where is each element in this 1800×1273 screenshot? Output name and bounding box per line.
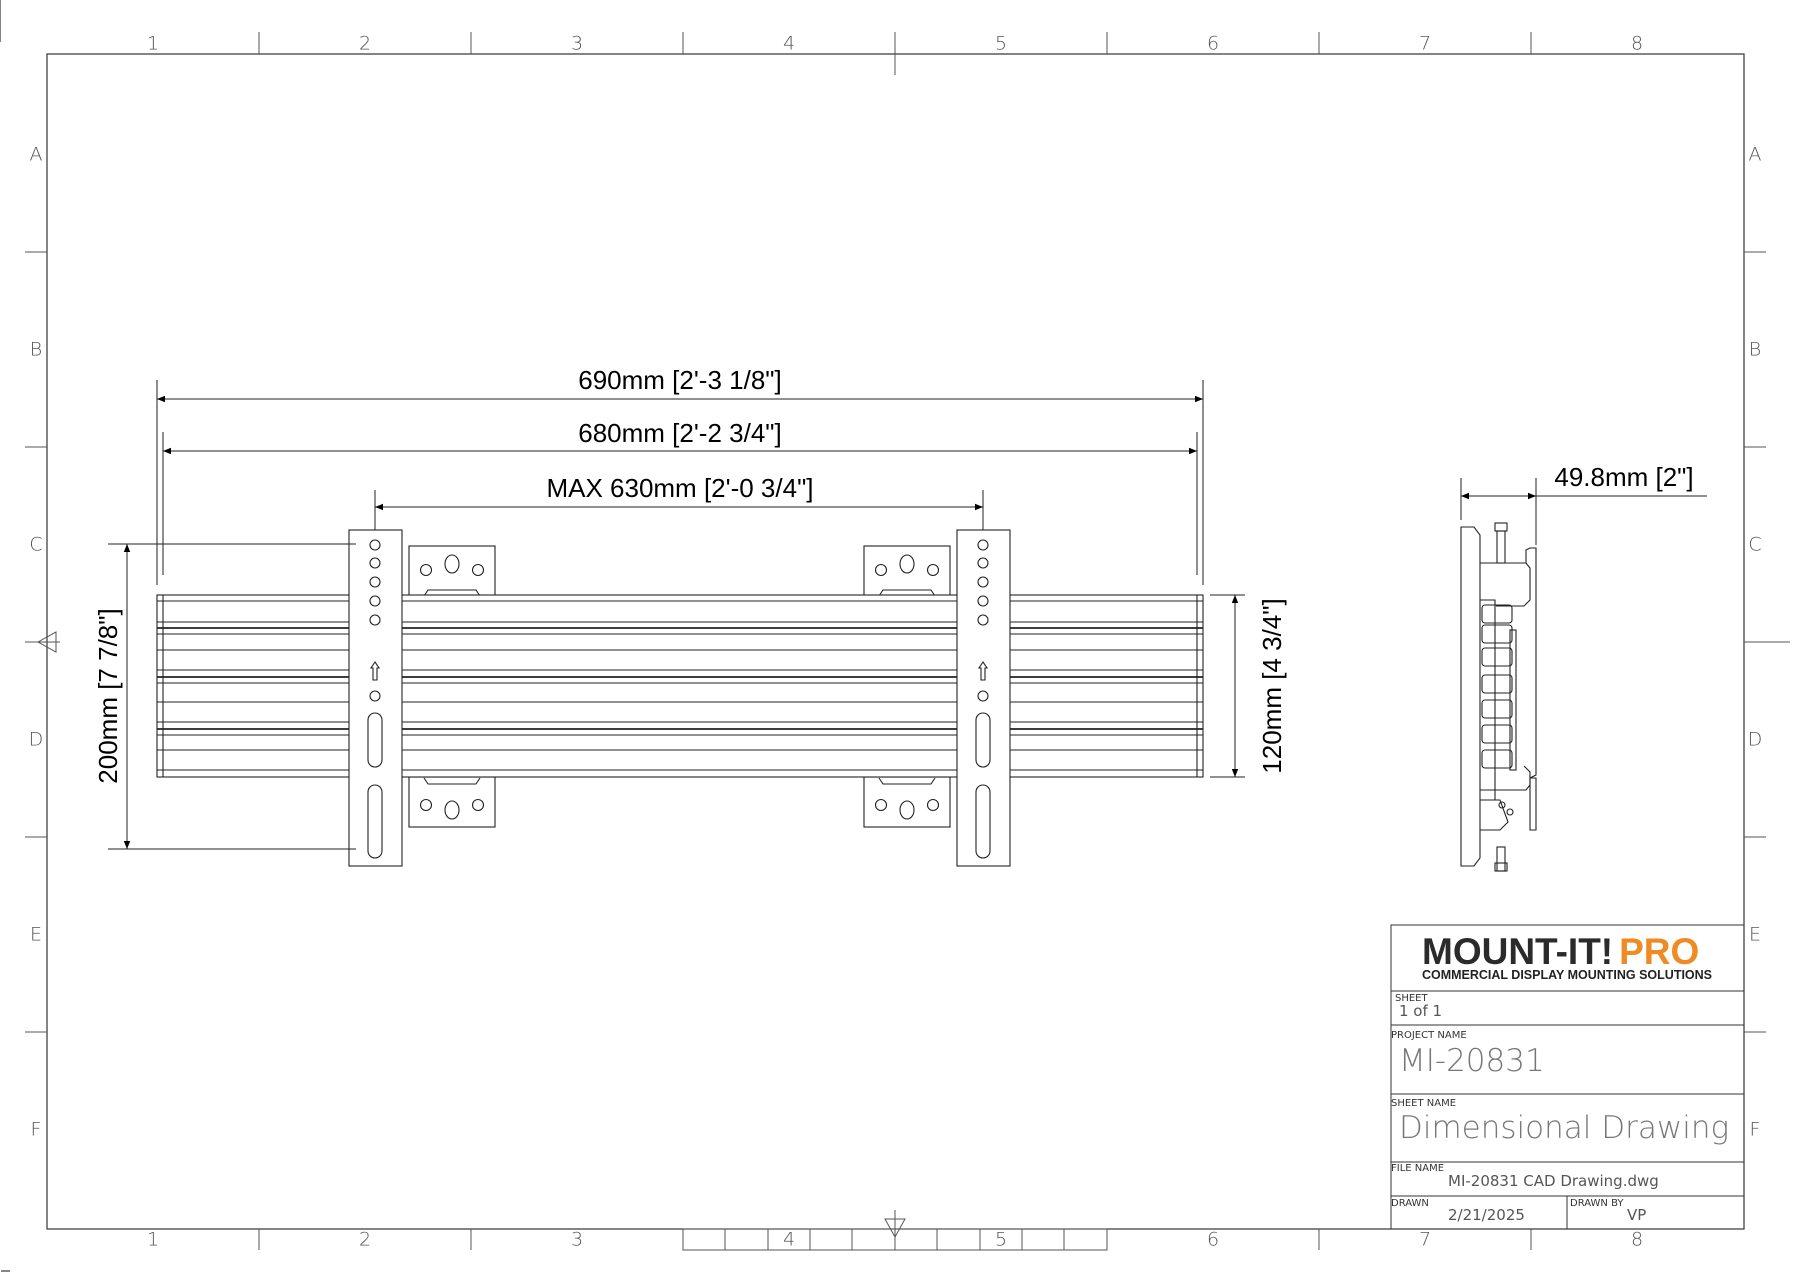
sheet-name-value: Dimensional Drawing (1399, 1110, 1730, 1146)
grid-column-label-top: 5 (994, 32, 1008, 55)
front-view (157, 530, 1203, 866)
grid-row-label-right: D (1747, 728, 1763, 751)
grid-column-label-bottom: 1 (146, 1228, 160, 1251)
logo-pro: PRO (1619, 931, 1700, 972)
grid-column-label-top: 6 (1206, 32, 1220, 55)
file-name-label: FILE NAME (1391, 1163, 1445, 1174)
grid-column-label-bottom: 5 (994, 1228, 1008, 1251)
grid-column-label-bottom: 4 (782, 1228, 796, 1251)
drawn-by-label: DRAWN BY (1570, 1198, 1624, 1209)
grid-row-label-right: F (1749, 1118, 1761, 1141)
grid-row-label-left: A (29, 143, 43, 166)
max-spacing-label: MAX 630mm [2'-0 3/4"] (546, 473, 814, 503)
title-block (1391, 925, 1744, 1229)
side-view (1461, 523, 1536, 871)
drawn-label: DRAWN (1391, 1198, 1429, 1209)
grid-column-label-bottom: 6 (1206, 1228, 1220, 1251)
depth-label: 49.8mm [2"] (1554, 462, 1694, 492)
grid-column-label-bottom: 8 (1630, 1228, 1644, 1251)
drawn-value: 2/21/2025 (1448, 1206, 1525, 1224)
grid-column-label-bottom: 2 (358, 1228, 372, 1251)
grid-column-label-bottom: 3 (570, 1228, 584, 1251)
overall-width-label: 690mm [2'-3 1/8"] (578, 365, 782, 395)
right-vertical-bracket (957, 530, 1010, 866)
project-name-value: MI-20831 (1399, 1043, 1545, 1079)
grid-row-label-left: E (29, 923, 43, 946)
top-tabs (409, 546, 950, 597)
grid-column-label-top: 3 (570, 32, 584, 55)
grid-row-label-left: C (29, 533, 43, 556)
sheet-name-label: SHEET NAME (1391, 1098, 1457, 1109)
rail-height-label: 120mm [4 3/4"] (1257, 598, 1287, 774)
grid-row-label-left: D (28, 728, 44, 751)
grid-column-label-bottom: 7 (1418, 1228, 1432, 1251)
grid-row-label-left: F (30, 1118, 42, 1141)
sheet-label: SHEET (1395, 993, 1428, 1004)
sheet-value: 1 of 1 (1399, 1002, 1443, 1020)
file-name-value: MI-20831 CAD Drawing.dwg (1448, 1172, 1659, 1190)
left-vertical-bracket (349, 530, 402, 866)
grid-row-label-right: E (1748, 923, 1762, 946)
grid-column-label-top: 4 (782, 32, 796, 55)
grid-row-label-right: B (1748, 338, 1762, 361)
drawn-by-value: VP (1627, 1206, 1647, 1224)
grid-row-label-left: B (29, 338, 43, 361)
grid-column-label-top: 8 (1630, 32, 1644, 55)
horizontal-rail (157, 595, 1203, 777)
bracket-height-label: 200mm [7 7/8"] (93, 608, 123, 784)
grid-column-label-top: 1 (146, 32, 160, 55)
project-name-label: PROJECT NAME (1391, 1030, 1467, 1041)
logo-brand: MOUNT-IT! (1422, 931, 1614, 972)
rail-width-label: 680mm [2'-2 3/4"] (578, 418, 782, 448)
grid-column-label-top: 2 (358, 32, 372, 55)
bottom-tabs (409, 777, 950, 827)
logo-tagline: COMMERCIAL DISPLAY MOUNTING SOLUTIONS (1421, 968, 1713, 982)
grid-column-label-top: 7 (1418, 32, 1432, 55)
grid-row-label-right: C (1748, 533, 1762, 556)
grid-row-label-right: A (1748, 143, 1762, 166)
